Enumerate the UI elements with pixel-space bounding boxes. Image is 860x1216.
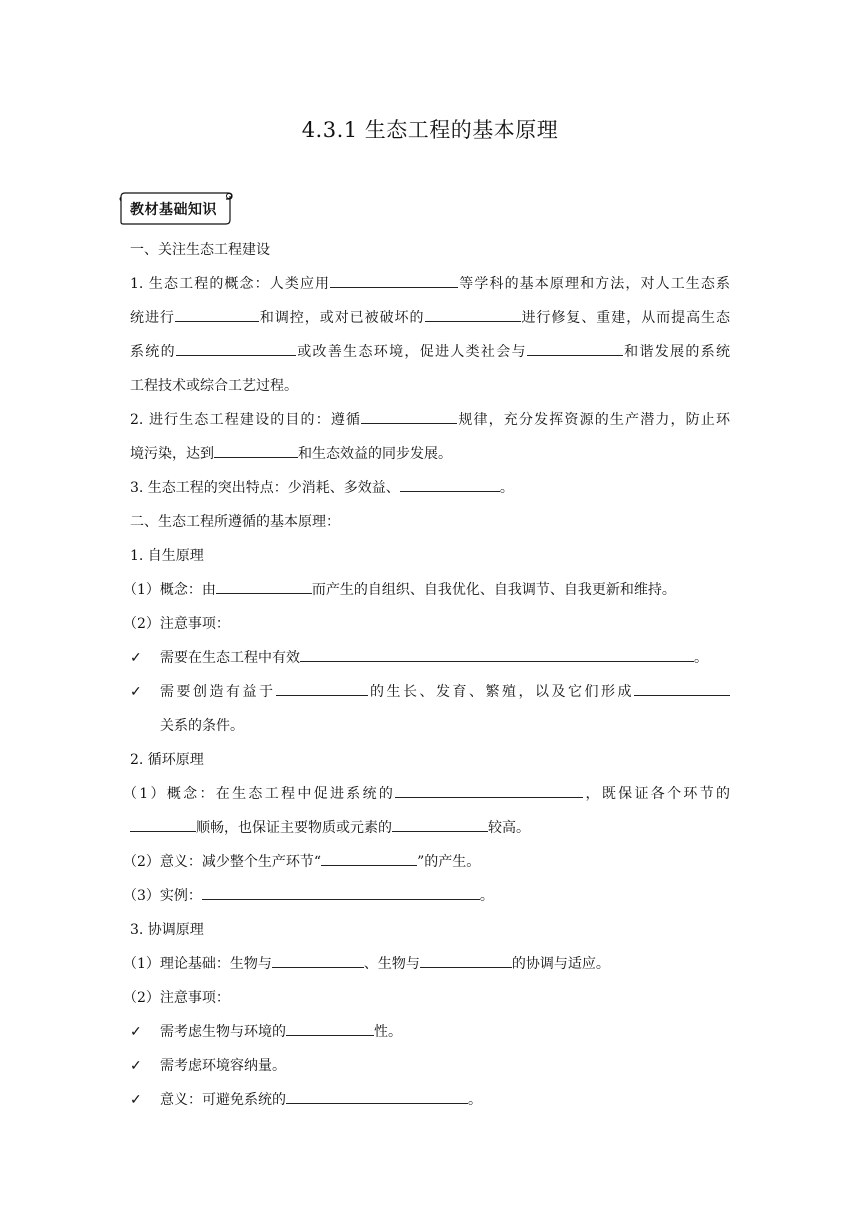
blank-line[interactable]: [286, 1084, 468, 1104]
document-body: [123, 233, 731, 1117]
checklist-continuation: 关系的条件。: [160, 718, 244, 734]
paragraph-feature: 3. 生态工程的突出特点：少消耗、多效益、 。: [130, 471, 730, 505]
blank-line[interactable]: [130, 812, 196, 832]
subsection-title: 1. 自生原理: [130, 548, 204, 564]
paragraph-purpose-line: 2. 进行生态工程建设的目的：遵循 规律，充分发挥资源的生产潜力，防止环: [130, 403, 730, 437]
section-heading: 二、生态工程所遵循的基本原理：: [130, 514, 340, 530]
paragraph-purpose-line: 境污染，达到 和生态效益的同步发展。: [130, 437, 730, 471]
blank-line[interactable]: [214, 438, 298, 458]
blank-line[interactable]: [202, 880, 480, 900]
blank-line[interactable]: [286, 1016, 374, 1036]
badge-label: 教材基础知识: [130, 202, 217, 218]
paragraph-concept-line: 统进行 和调控，或对已被破坏的 进行修复、重建，从而提高生态: [130, 301, 730, 335]
blank-line[interactable]: [395, 778, 583, 798]
blank-line[interactable]: [300, 642, 694, 662]
subsection-title: 3. 协调原理: [130, 922, 204, 938]
concept-line: 顺畅，也保证主要物质或元素的 较高。: [130, 811, 730, 845]
check-icon: ✓: [130, 650, 142, 666]
example-line: （3）实例： 。: [123, 879, 730, 913]
blank-line[interactable]: [392, 812, 488, 832]
blank-line[interactable]: [276, 676, 368, 696]
blank-line[interactable]: [420, 948, 512, 968]
blank-line[interactable]: [330, 268, 458, 288]
section-badge: [118, 190, 232, 224]
blank-line[interactable]: [175, 302, 259, 322]
blank-line[interactable]: [176, 336, 296, 356]
blank-line[interactable]: [634, 676, 730, 696]
blank-line[interactable]: [361, 404, 457, 424]
check-icon: ✓: [130, 1024, 142, 1040]
concept-line: （1）概念：由 而产生的自组织、自我优化、自我调节、自我更新和维持。: [123, 573, 730, 607]
check-icon: ✓: [130, 1058, 142, 1074]
blank-line[interactable]: [321, 846, 417, 866]
meaning-line: （2）意义：减少整个生产环节“ ”的产生。: [123, 845, 730, 879]
subsection-title: 2. 循环原理: [130, 752, 204, 768]
blank-line[interactable]: [272, 948, 364, 968]
checklist-item: ✓ 意义：可避免系统的 。: [130, 1083, 730, 1117]
paragraph-concept-line: 工程技术或综合工艺过程。: [130, 378, 298, 394]
concept-line: （1）概念：在生态工程中促进系统的 ，既保证各个环节的: [123, 777, 730, 811]
page-title: 4.3.1 生态工程的基本原理: [301, 118, 559, 142]
basis-line: （1）理论基础：生物与 、生物与 的协调与适应。: [123, 947, 730, 981]
blank-line[interactable]: [216, 574, 312, 594]
checklist-item: ✓ 需要在生态工程中有效 。: [130, 641, 730, 675]
check-icon: ✓: [130, 684, 142, 700]
checklist-item: ✓ 需要创造有益于 的生长、发育、繁殖，以及它们形成: [130, 675, 730, 709]
notes-label: （2）注意事项：: [123, 990, 230, 1006]
paragraph-concept-line: 系统的 或改善生态环境，促进人类社会与 和谐发展的系统: [130, 335, 730, 369]
checklist-item: ✓ 需考虑生物与环境的 性。: [130, 1015, 730, 1049]
section-heading: 一、关注生态工程建设: [130, 242, 270, 258]
check-icon: ✓: [130, 1092, 142, 1108]
checklist-item: ✓ 需考虑环境容纳量。: [130, 1049, 730, 1083]
blank-line[interactable]: [400, 472, 500, 492]
paragraph-concept-line: 1. 生态工程的概念：人类应用 等学科的基本原理和方法，对人工生态系: [130, 267, 730, 301]
notes-label: （2）注意事项：: [123, 616, 230, 632]
blank-line[interactable]: [425, 302, 521, 322]
blank-line[interactable]: [527, 336, 623, 356]
